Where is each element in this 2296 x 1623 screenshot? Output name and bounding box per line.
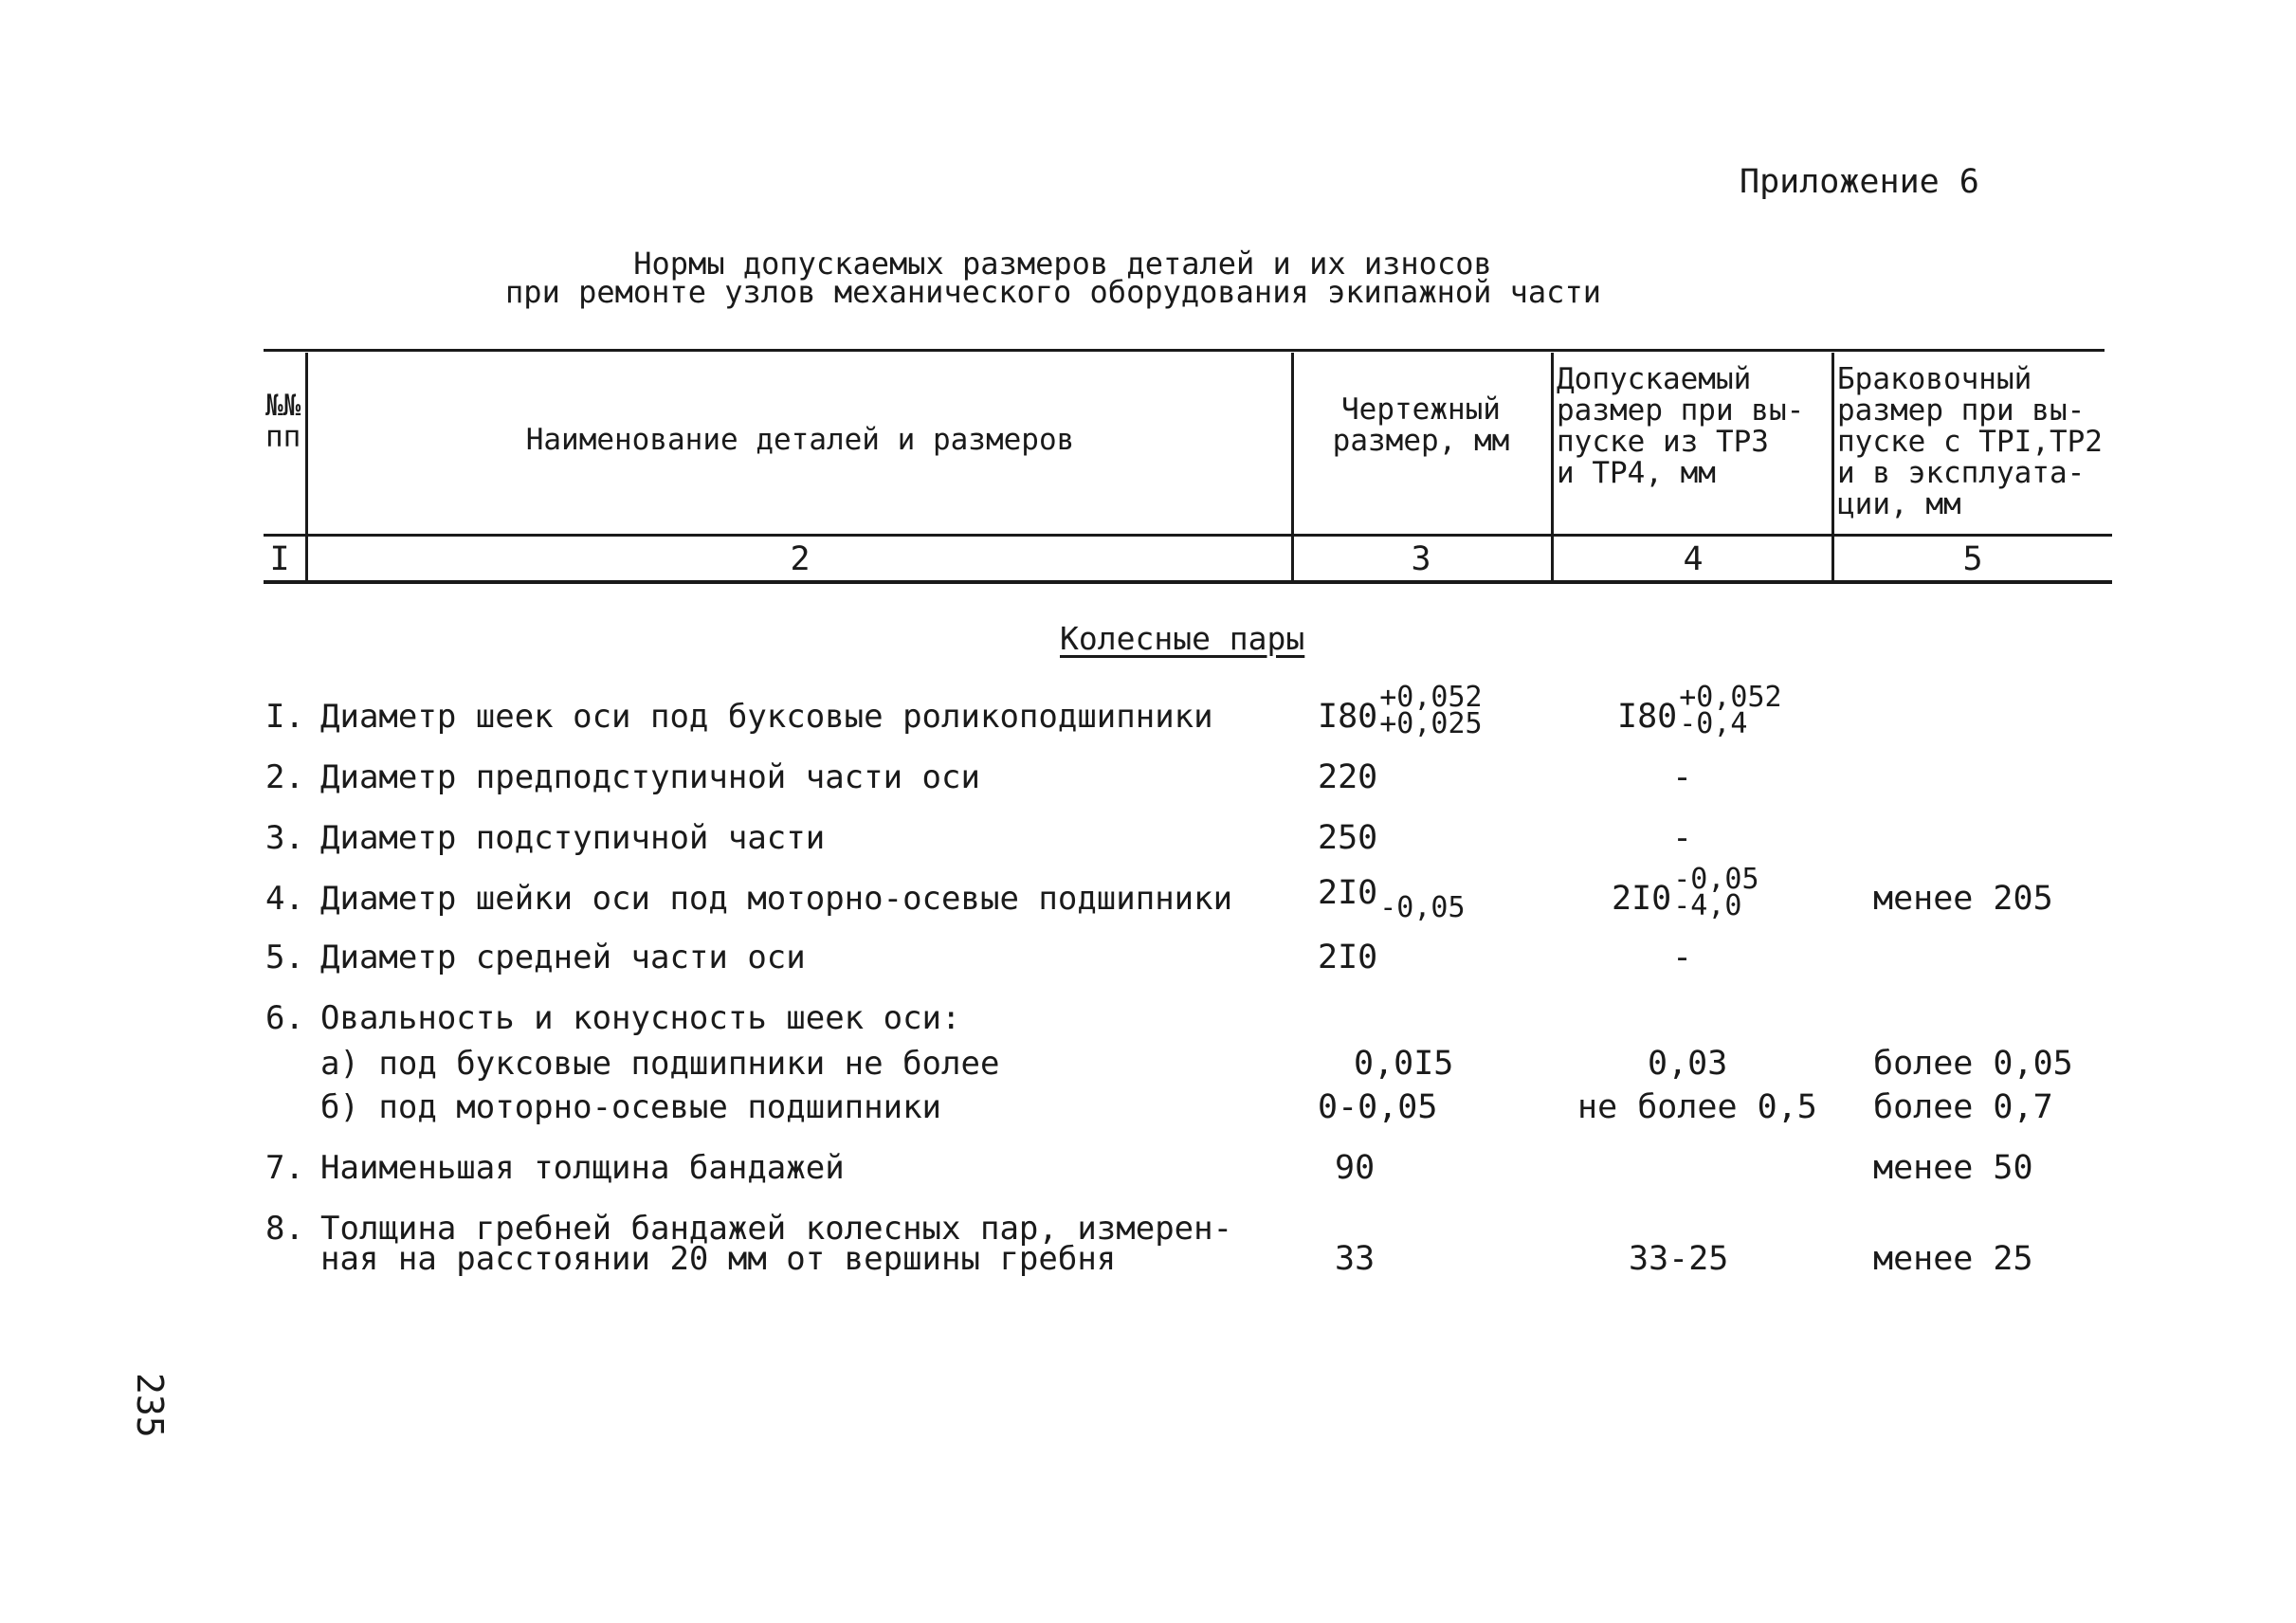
allowed-size: 2I0 -0,05 -4,0 [1612,863,1759,922]
allowed-size: - [1672,758,1693,796]
column-divider [1551,353,1554,580]
allowed-size: - [1672,939,1693,976]
header-col-2: Наименование деталей и размеров [525,423,1075,457]
sub-row-label: а) под буксовые подшипники не более [320,1045,1000,1083]
allowed-size: I80 +0,052 -0,4 [1617,681,1782,740]
drawing-size: 220 [1318,758,1378,796]
reject-size: менее 50 [1873,1149,2033,1187]
row-label: 2. Диаметр предподступичной части оси [265,758,980,796]
column-number: 4 [1683,540,1704,578]
column-number: 2 [790,540,811,578]
drawing-size: 0-0,05 [1318,1088,1438,1126]
section-heading: Колесные пары [1060,620,1305,657]
header-col-4: Допускаемый размер при вы- пуске из ТР3 и ТР4, мм [1557,362,1805,490]
reject-size: более 0,7 [1873,1088,2053,1126]
sub-row-label: б) под моторно-осевые подшипники [320,1088,942,1126]
reject-size: менее 205 [1873,880,2053,918]
column-number: 3 [1411,540,1431,578]
row-label: 3. Диаметр подступичной части [265,819,826,857]
reject-size: менее 25 [1873,1240,2033,1278]
page-number: 235 [129,1373,171,1438]
table-top-rule [264,349,2105,352]
header-col-5: Браковочный размер при вы- пуске с ТРI,ТР2 и в эксплуата- ции, мм [1837,362,2103,521]
drawing-size: 250 [1318,819,1378,857]
row-label: I. Диаметр шеек оси под буксовые роликоподшипники [265,698,1213,736]
header-col-1: №№ пп [265,389,301,454]
column-divider [1831,353,1834,580]
column-number: I [269,540,290,578]
drawing-size: I80 +0,052 +0,025 [1318,681,1483,740]
drawing-size: 90 [1335,1149,1376,1187]
row-label: 5. Диаметр средней части оси [265,939,806,976]
allowed-size: - [1672,819,1693,857]
column-number: 5 [1962,540,1983,578]
drawing-size: 33 [1335,1240,1376,1278]
row-label-continued: ная на расстоянии 20 мм от вершины гребня [320,1240,1117,1278]
document-title: Нормы допускаемых размеров деталей и их износов [633,246,1492,282]
appendix-label: Приложение 6 [1740,163,1979,201]
allowed-size: не более 0,5 [1577,1088,1817,1126]
table-header-rule [264,534,2112,537]
row-label: 6. Овальность и конусность шеек оси: [265,999,961,1037]
column-divider [305,353,308,580]
column-divider [1291,353,1294,580]
document-subtitle: при ремонте узлов механического оборудования экипажной части [505,274,1601,310]
allowed-size: 0,03 [1648,1045,1728,1083]
row-label: 7. Наименьшая толщина бандажей [265,1149,845,1187]
table-bottom-rule [264,580,2112,584]
reject-size: более 0,05 [1873,1045,2073,1083]
header-col-3: Чертежный размер, мм [1332,392,1510,458]
row-label: 8. Толщина гребней бандажей колесных пар, измерен- [265,1210,1233,1248]
allowed-size: 33-25 [1629,1240,1729,1278]
row-label: 4. Диаметр шейки оси под моторно-осевые подшипники [265,880,1233,918]
drawing-size: 2I0 [1318,939,1378,976]
drawing-size: 2I0-0,05 [1318,874,1466,924]
drawing-size: 0,0I5 [1354,1045,1454,1083]
